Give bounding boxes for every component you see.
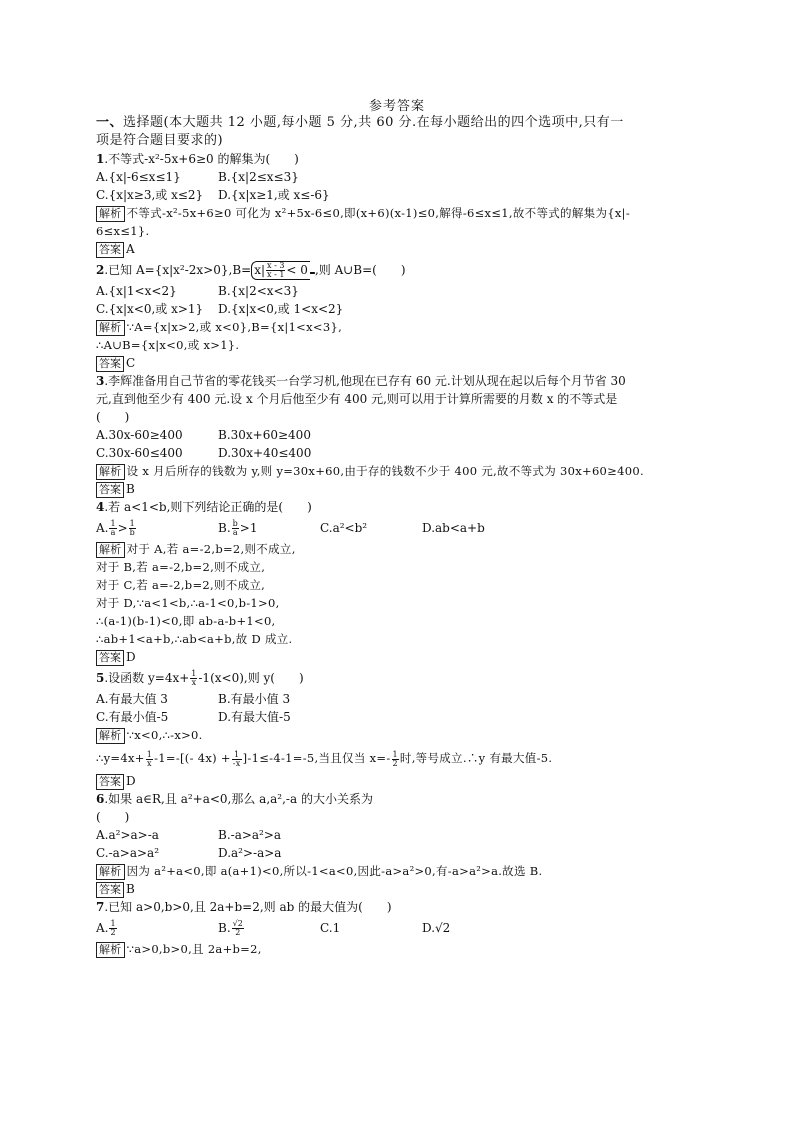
- q5-sol-part-e: 时,等号成立.∴y 有最大值-5.: [399, 751, 553, 765]
- section-number: 一、: [96, 115, 124, 130]
- q3-stem-paren: ( ): [96, 410, 130, 424]
- q2-options-row2: [96, 300, 706, 318]
- q2-set-b: x| $\frac{x - 3}{x - 1}$ < 0: [251, 261, 310, 280]
- q1-text: .不等式-x²-5x+6≥0 的解集为( ): [104, 152, 299, 166]
- section-heading: [96, 114, 706, 132]
- q3-option-c: C.30x-60≤400: [96, 446, 183, 460]
- q2-set-tail: < 0: [286, 263, 308, 277]
- q3-stem: [96, 372, 706, 390]
- q4-answer-value: D: [126, 650, 136, 664]
- q3-stem-cont: 元,直到他至少有 400 元.设 x 个月后他至少有 400 元,则可以用于计算所需要的月数 x 的不等式是: [96, 392, 618, 406]
- q7-option-a-frac: [109, 920, 116, 937]
- q5-analysis-text: ∵x<0,∴-x>0.: [126, 728, 203, 742]
- q7-option-b: [218, 916, 320, 940]
- q4-option-b-tail: >1: [239, 521, 258, 535]
- q6-option-d: D.a²>-a>a: [218, 846, 282, 860]
- q4-frac2-num: 1: [129, 519, 135, 528]
- q1-option-a: A.{x|-6≤x≤1}: [96, 170, 181, 184]
- q7-number: 7: [96, 900, 105, 914]
- q3-option-a: A.30x-60≥400: [96, 428, 183, 442]
- q2-text-a: .已知 A={x|x²-2x>0},B=: [104, 263, 252, 277]
- q5-sol-part-b: -1=-[(- 4x) +: [154, 751, 231, 765]
- q2-answer-value: C: [126, 356, 136, 370]
- q2-fraction: [266, 262, 285, 279]
- q4-option-b: [218, 516, 320, 540]
- q1-options-row1: [96, 168, 706, 186]
- q6-option-c: C.-a>a>a²: [96, 846, 160, 860]
- q4-option-d: D.ab<a+b: [422, 521, 485, 535]
- q2-set-var: x: [254, 263, 261, 277]
- q6-answer-value: B: [126, 882, 135, 896]
- q4-option-a-frac1: [109, 520, 116, 537]
- analysis-label: 解析: [96, 864, 125, 880]
- q1-stem: [96, 150, 706, 168]
- q7-option-a-label: A.: [96, 921, 109, 935]
- q5-options-row2: [96, 708, 706, 726]
- q7-options: [96, 916, 706, 940]
- q7-option-c: C.1: [320, 921, 341, 935]
- answer-label: 答案: [96, 242, 124, 258]
- q5-sol-frac1-den: x: [146, 758, 152, 768]
- q6-number: 6: [96, 792, 105, 806]
- q1-number: 1: [96, 152, 105, 166]
- q4-fracb-den: a: [232, 528, 238, 537]
- q7-analysis-text: ∵a>0,b>0,且 2a+b=2,: [126, 942, 262, 956]
- q5-text-b: -1(x<0),则 y( ): [198, 671, 304, 685]
- q3-analysis: [96, 462, 706, 480]
- q4-analysis-line4: 对于 D,∵a<1<b,∴a-1<0,b-1>0,: [96, 596, 280, 610]
- q2-fraction-den: x - 1: [267, 270, 285, 279]
- q6-answer: [96, 880, 706, 898]
- q1-analysis: [96, 204, 706, 222]
- q5-sol-frac2: [232, 751, 242, 768]
- q2-analysis: [96, 318, 706, 336]
- q4-analysis-text: 对于 A,若 a=-2,b=2,则不成立,: [126, 542, 296, 556]
- q7-fraca-den: 2: [110, 928, 116, 937]
- q6-option-a: A.a²>a>-a: [96, 828, 159, 842]
- q3-analysis-text: 设 x 月后所存的钱数为 y,则 y=30x+60,由于存的钱数不少于 400 元,故不等式为 30x+60≥400.: [126, 464, 644, 478]
- answer-label: 答案: [96, 774, 124, 790]
- q2-option-b: B.{x|2<x<3}: [218, 284, 299, 298]
- q4-option-a: [96, 516, 218, 540]
- q5-sol-part-a: ∴y=4x+: [96, 751, 145, 765]
- q1-answer-value: A: [126, 242, 135, 256]
- q5-option-a: A.有最大值 3: [96, 692, 168, 706]
- q4-option-a-label: A.: [96, 521, 109, 535]
- q7-option-a: [96, 916, 218, 940]
- q4-option-b-label: B.: [218, 521, 231, 535]
- q5-option-d: D.有最大值-5: [218, 710, 291, 724]
- q5-frac-num: 1: [191, 669, 197, 678]
- q4-number: 4: [96, 500, 105, 514]
- q1-analysis-text: 不等式-x²-5x+6≥0 可化为 x²+5x-6≤0,即(x+6)(x-1)≤0,解得-6≤x≤1,故不等式的解集为{x|-: [126, 206, 631, 220]
- q7-fracb-den: 2: [235, 928, 241, 937]
- q7-fracb-num: √2: [232, 919, 243, 928]
- q7-text: .已知 a>0,b>0,且 2a+b=2,则 ab 的最大值为( ): [104, 900, 392, 914]
- q2-option-c: C.{x|x<0,或 x>1}: [96, 302, 204, 316]
- q5-option-b: B.有最小值 3: [218, 692, 291, 706]
- q2-option-a: A.{x|1<x<2}: [96, 284, 177, 298]
- answer-label: 答案: [96, 356, 124, 372]
- q5-sol-frac3: [392, 751, 399, 768]
- q1-option-b: B.{x|2≤x≤3}: [218, 170, 299, 184]
- q2-stem: [96, 258, 706, 282]
- q5-answer: [96, 772, 706, 790]
- q4-analysis-line5: ∴(a-1)(b-1)<0,即 ab-a-b+1<0,: [96, 614, 276, 628]
- q6-options-row1: [96, 826, 706, 844]
- analysis-label: 解析: [96, 728, 125, 744]
- section-heading-cont: 项是符合题目要求的): [96, 133, 224, 148]
- q5-sol-frac2-num: 1: [232, 751, 242, 760]
- analysis-label: 解析: [96, 542, 125, 558]
- q7-analysis: [96, 940, 706, 958]
- q3-text: .李辉准备用自己节省的零花钱买一台学习机,他现在已存有 60 元.计划从现在起以后每个月节省 30: [104, 374, 626, 388]
- page-title: 参考答案: [368, 99, 425, 114]
- q5-answer-value: D: [126, 774, 136, 788]
- q3-number: 3: [96, 374, 105, 388]
- q5-analysis: [96, 726, 706, 744]
- analysis-label: 解析: [96, 942, 125, 958]
- q5-text-a: .设函数 y=4x+: [104, 671, 190, 685]
- q4-option-a-op: >: [117, 521, 128, 535]
- q2-option-d: D.{x|x<0,或 1<x<2}: [218, 302, 344, 316]
- answer-label: 答案: [96, 482, 124, 498]
- q5-sol-frac3-den: 2: [392, 758, 398, 768]
- q1-analysis-cont: 6≤x≤1}.: [96, 224, 150, 238]
- q2-analysis-cont: ∴A∪B={x|x<0,或 x>1}.: [96, 338, 240, 352]
- q2-answer: [96, 354, 706, 372]
- q3-option-b: B.30x+60≥400: [218, 428, 311, 442]
- q4-text: .若 a<1<b,则下列结论正确的是( ): [104, 500, 312, 514]
- q4-fracb-num: b: [232, 519, 238, 528]
- answer-label: 答案: [96, 650, 124, 666]
- analysis-label: 解析: [96, 320, 125, 336]
- q4-option-b-frac: [232, 520, 239, 537]
- q6-analysis: [96, 862, 706, 880]
- answer-content: [96, 114, 706, 958]
- q3-options-row2: [96, 444, 706, 462]
- q7-option-d: D.√2: [422, 921, 451, 935]
- q2-fraction-num: x - 3: [267, 261, 285, 270]
- q1-options-row2: [96, 186, 706, 204]
- q5-option-c: C.有最小值-5: [96, 710, 169, 724]
- q3-answer-value: B: [126, 482, 135, 496]
- q4-frac1-den: a: [110, 528, 116, 537]
- q6-text: .如果 a∈R,且 a²+a<0,那么 a,a²,-a 的大小关系为: [104, 792, 373, 806]
- q1-option-d: D.{x|x≥1,或 x≤-6}: [218, 188, 330, 202]
- q1-answer: [96, 240, 706, 258]
- q4-options: [96, 516, 706, 540]
- q4-analysis-line6: ∴ab+1<a+b,∴ab<a+b,故 D 成立.: [96, 632, 293, 646]
- answer-label: 答案: [96, 882, 124, 898]
- q5-number: 5: [96, 671, 105, 685]
- q5-options-row1: [96, 690, 706, 708]
- q3-options-row1: [96, 426, 706, 444]
- q6-option-b: B.-a>a²>a: [218, 828, 282, 842]
- q4-analysis-line3: 对于 C,若 a=-2,b=2,则不成立,: [96, 578, 266, 592]
- q7-stem: [96, 898, 706, 916]
- q3-answer: [96, 480, 706, 498]
- q4-analysis-line2: 对于 B,若 a=-2,b=2,则不成立,: [96, 560, 266, 574]
- q5-sol-frac1: [146, 751, 153, 768]
- q5-sol-frac3-num: 1: [392, 749, 398, 759]
- q2-analysis-text: ∵A={x|x>2,或 x<0},B={x|1<x<3},: [126, 320, 343, 334]
- q5-stem-frac: [190, 670, 197, 687]
- q7-option-b-frac: [232, 920, 244, 937]
- q7-fraca-num: 1: [110, 919, 116, 928]
- q5-sol-frac2-den: -x: [232, 758, 241, 768]
- q4-answer: [96, 648, 706, 666]
- q3-option-d: D.30x+40≤400: [218, 446, 312, 460]
- q1-option-c: C.{x|x≥3,或 x≤2}: [96, 188, 204, 202]
- q6-stem-paren: ( ): [96, 810, 130, 824]
- q5-frac-den: x: [191, 678, 197, 687]
- q4-analysis: [96, 540, 706, 558]
- q2-number: 2: [96, 263, 105, 277]
- q4-frac1-num: 1: [110, 519, 116, 528]
- q5-sol-part-c: ]-1≤-4-1=-5,当且仅当 x=-: [242, 751, 391, 765]
- analysis-label: 解析: [96, 206, 125, 222]
- q5-analysis-line2: [96, 744, 706, 772]
- q6-stem: [96, 790, 706, 808]
- q7-option-b-label: B.: [218, 921, 231, 935]
- q4-frac2-den: b: [129, 528, 135, 537]
- q4-stem: [96, 498, 706, 516]
- analysis-label: 解析: [96, 464, 125, 480]
- q5-stem: [96, 666, 706, 690]
- q5-sol-frac1-num: 1: [146, 749, 153, 759]
- q4-option-a-frac2: [129, 520, 136, 537]
- section-text: 选择题(本大题共 12 小题,每小题 5 分,共 60 分.在每小题给出的四个选项中,只有一: [123, 115, 624, 130]
- q4-option-c: C.a²<b²: [320, 521, 368, 535]
- q2-options-row1: [96, 282, 706, 300]
- q2-text-b: ,则 A∪B=( ): [314, 263, 406, 277]
- q6-options-row2: [96, 844, 706, 862]
- q6-analysis-text: 因为 a²+a<0,即 a(a+1)<0,所以-1<a<0,因此-a>a²>0,有-a>a²>a.故选 B.: [126, 864, 543, 878]
